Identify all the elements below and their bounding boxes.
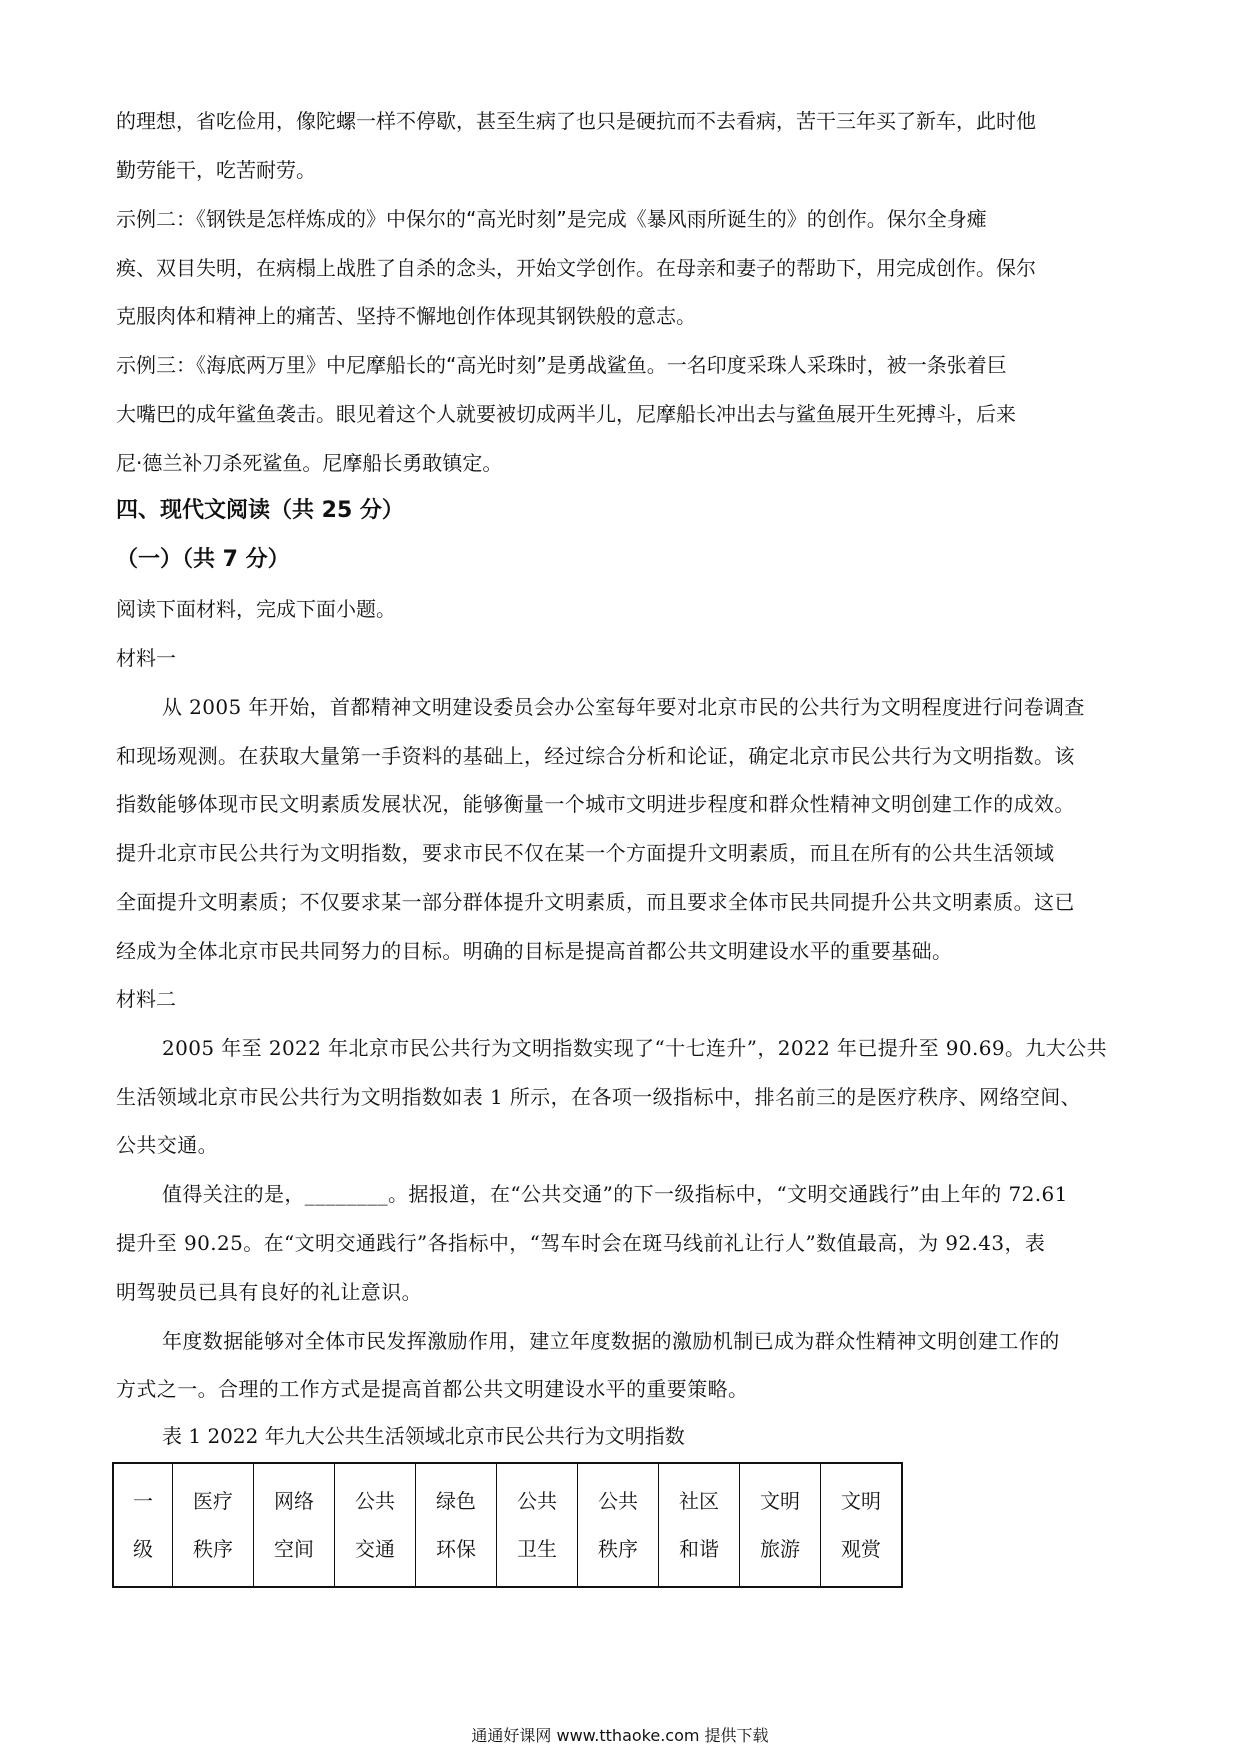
cell-text: 观赏 xyxy=(841,1537,881,1561)
intro-line: 大嘴巴的成年鲨鱼袭击。眼见着这个人就要被切成两半儿，尼摩船长冲出去与鲨鱼展开生死搏斗，后来 xyxy=(116,402,1016,426)
table-cell xyxy=(497,1463,578,1587)
table-cell xyxy=(416,1463,497,1587)
intro-line: 示例三：《海底两万里》中尼摩船长的“高光时刻”是勇战鲨鱼。一名印度采珠人采珠时，被一条张着巨 xyxy=(116,353,1007,377)
material1-line: 全面提升文明素质；不仅要求某一部分群体提升文明素质，而且要求全体市民共同提升公共文明素质。这已 xyxy=(116,890,1075,914)
table-header-cell xyxy=(113,1463,173,1587)
material2-line: 提升至 90.25。在“文明交通践行”各指标中，“驾车时会在斑马线前礼让行人”数值最高，为 92.43，表 xyxy=(116,1231,1046,1255)
material1-title: 材料一 xyxy=(116,646,176,670)
index-table xyxy=(112,1462,903,1588)
material2-line: 生活领域北京市民公共行为文明指数如表 1 所示，在各项一级指标中，排名前三的是医疗秩序、网络空间、 xyxy=(116,1085,1082,1109)
instruction: 阅读下面材料，完成下面小题。 xyxy=(116,597,396,621)
cell-text: 环保 xyxy=(436,1537,476,1561)
intro-line: 痪、双目失明，在病榻上战胜了自杀的念头，开始文学创作。在母亲和妻子的帮助下，用完成创作。保尔 xyxy=(116,256,1036,280)
material1-line: 指数能够体现市民文明素质发展状况，能够衡量一个城市文明进步程度和群众性精神文明创建工作的成效。 xyxy=(116,792,1075,816)
section-heading: 四、现代文阅读（共 25 分） xyxy=(116,498,404,523)
cell-text: 医疗 xyxy=(193,1489,233,1513)
table-row xyxy=(113,1463,902,1587)
table-caption: 表 1 2022 年九大公共生活领域北京市民公共行为文明指数 xyxy=(162,1424,685,1448)
table-cell xyxy=(821,1463,903,1587)
material1-line: 经成为全体北京市民共同努力的目标。明确的目标是提高首都公共文明建设水平的重要基础。 xyxy=(116,939,953,963)
cell-text: 秩序 xyxy=(598,1537,638,1561)
table-cell xyxy=(173,1463,254,1587)
intro-line: 示例二：《钢铁是怎样炼成的》中保尔的“高光时刻”是完成《暴风雨所诞生的》的创作。保尔全身瘫 xyxy=(116,207,987,231)
cell-text: 交通 xyxy=(355,1537,395,1561)
material1-line: 提升北京市民公共行为文明指数，要求市民不仅在某一个方面提升文明素质，而且在所有的公共生活领域 xyxy=(116,841,1055,865)
page-footer: 通通好课网 www.tthaoke.com 提供下载 xyxy=(471,1726,769,1745)
intro-line: 克服肉体和精神上的痛苦、坚持不懈地创作体现其钢铁般的意志。 xyxy=(116,304,696,328)
cell-text: 空间 xyxy=(274,1537,314,1561)
table-cell xyxy=(335,1463,416,1587)
sub-heading: （一）（共 7 分） xyxy=(116,547,290,572)
material2-line: 明驾驶员已具有良好的礼让意识。 xyxy=(116,1280,422,1304)
cell-text: 社区 xyxy=(679,1489,719,1513)
material2-line: 方式之一。合理的工作方式是提高首都公共文明建设水平的重要策略。 xyxy=(116,1377,749,1401)
intro-line: 的理想，省吃俭用，像陀螺一样不停歇，甚至生病了也只是硬抗而不去看病，苦干三年买了新车，此时他 xyxy=(116,109,1036,133)
cell-text: 和谐 xyxy=(679,1537,719,1561)
material1-line: 从 2005 年开始，首都精神文明建设委员会办公室每年要对北京市民的公共行为文明程度进行问卷调查 xyxy=(162,695,1085,719)
cell-text: 文明 xyxy=(841,1489,881,1513)
intro-line: 勤劳能干，吃苦耐劳。 xyxy=(116,158,316,182)
material2-title: 材料二 xyxy=(116,987,176,1011)
cell-text: 网络 xyxy=(274,1489,314,1513)
intro-line: 尼·德兰补刀杀死鲨鱼。尼摩船长勇敢镇定。 xyxy=(116,451,503,475)
cell-text: 卫生 xyxy=(517,1537,557,1561)
table-cell xyxy=(740,1463,821,1587)
material2-line: 值得关注的是，________。据报道，在“公共交通”的下一级指标中，“文明交通践行”由上年的 72.61 xyxy=(162,1182,1068,1206)
table-cell xyxy=(578,1463,659,1587)
cell-text: 一 xyxy=(133,1489,153,1513)
cell-text: 公共 xyxy=(517,1489,557,1513)
cell-text: 公共 xyxy=(355,1489,395,1513)
material1-line: 和现场观测。在获取大量第一手资料的基础上，经过综合分析和论证，确定北京市民公共行为文明指数。该 xyxy=(116,744,1075,768)
cell-text: 绿色 xyxy=(436,1489,476,1513)
material2-line: 公共交通。 xyxy=(116,1133,218,1157)
cell-text: 公共 xyxy=(598,1489,638,1513)
material2-line: 年度数据能够对全体市民发挥激励作用，建立年度数据的激励机制已成为群众性精神文明创建工作的 xyxy=(162,1329,1060,1353)
cell-text: 旅游 xyxy=(760,1537,800,1561)
cell-text: 文明 xyxy=(760,1489,800,1513)
cell-text: 级 xyxy=(133,1537,153,1561)
material2-line: 2005 年至 2022 年北京市民公共行为文明指数实现了“十七连升”，2022 年已提升至 90.69。九大公共 xyxy=(162,1036,1107,1060)
table-cell xyxy=(659,1463,740,1587)
cell-text: 秩序 xyxy=(193,1537,233,1561)
table-cell xyxy=(254,1463,335,1587)
